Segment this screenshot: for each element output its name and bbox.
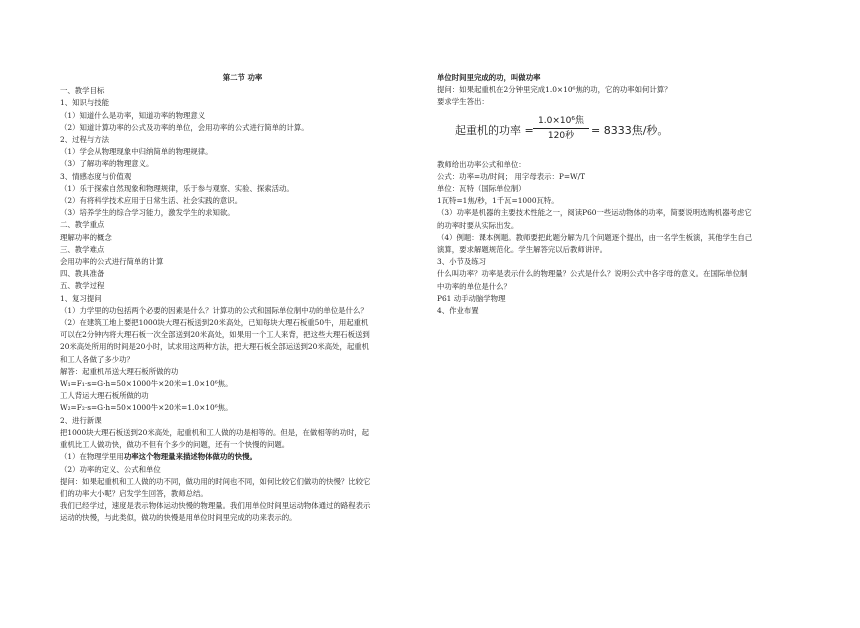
text-line: 们的功率大小呢？启发学生回答，教师总结。 xyxy=(60,488,208,498)
text-line: （2）在建筑工地上要把1000块大理石板送到20米高处，已知每块大理石板重50牛，用起重机 xyxy=(60,318,369,328)
text-line: （2）知道计算功率的公式及功率的单位，会用功率的公式进行简单的计算。 xyxy=(60,122,309,132)
text-line: 提问：如果起重机在2分钟里完成1.0×10⁶焦的功，它的功率如何计算？ xyxy=(437,85,672,95)
text-line: P61 动手动脑学物理 xyxy=(437,293,506,303)
text-line: 解答：起重机吊送大理石板所做的功 xyxy=(60,366,179,376)
text-line: 教师给出功率公式和单位： xyxy=(437,159,526,169)
right-column xyxy=(437,72,802,317)
left-text-block-2 xyxy=(60,464,425,525)
text-line: （3）培养学生的综合学习能力，激发学生的求知欲。 xyxy=(60,208,235,218)
text-line: 一、教学目标 xyxy=(60,86,105,96)
text-line: 1、复习提问 xyxy=(60,293,102,303)
text-line: 4、作业布置 xyxy=(437,306,479,316)
text-line: W₂=F₂·s=G·h=50×1000牛×20米=1.0×10⁶焦。 xyxy=(60,403,233,413)
text-line: 3、情感态度与价值观 xyxy=(60,171,132,181)
text-line: 三、教学难点 xyxy=(60,244,105,254)
emphasis-line xyxy=(60,451,425,463)
emphasis-prefix: （1）在物理学里用 xyxy=(60,452,124,462)
text-line: 理解功率的概念 xyxy=(60,232,112,242)
formula-lhs: 起重机的功率 = xyxy=(455,123,534,137)
text-line: 重机比工人做功快，做功不但有个多少的问题，还有一个快慢的问题。 xyxy=(60,440,290,450)
formula-fraction xyxy=(533,115,589,142)
text-line: 四、教具准备 xyxy=(60,269,105,279)
text-line: 演算，要求解题规范化。学生解答完以后教师讲评。 xyxy=(437,245,607,255)
text-line: （2）功率的定义、公式和单位 xyxy=(60,464,161,474)
emphasis-bold: 功率这个物理量来描述物体做功的快慢。 xyxy=(123,452,257,462)
text-line: W₁=F₁·s=G·h=50×1000牛×20米=1.0×10⁶焦。 xyxy=(60,379,233,389)
text-line: 2、过程与方法 xyxy=(60,135,110,145)
text-line: 3、小节及练习 xyxy=(437,257,487,267)
text-line: 会用功率的公式进行简单的计算 xyxy=(60,257,164,267)
text-line: （1）学会从物理现象中归纳简单的物理规律。 xyxy=(60,147,213,157)
right-text-block-2 xyxy=(437,159,802,318)
text-line: 1瓦特=1焦/秒，1千瓦=1000瓦特。 xyxy=(437,196,559,206)
text-line: 运动的快慢，与此类似，做功的快慢是用单位时间里完成的功来表示的。 xyxy=(60,513,297,523)
text-line: 可以在2分钟内将大理石板一次全部送到20米高处，如果用一个工人来背，把这些大理石板送到 xyxy=(60,330,370,340)
left-column xyxy=(60,72,425,525)
text-line: （1）知道什么是功率，知道功率的物理意义 xyxy=(60,110,206,120)
text-line: （1）力学里的功包括两个必要的因素是什么？计算功的公式和国际单位制中功的单位是什么？ xyxy=(60,305,368,315)
right-text-block xyxy=(437,84,802,108)
formula-denominator: 120秒 xyxy=(547,130,575,141)
text-line: 的功率时要从实际出发。 xyxy=(437,220,519,230)
formula-numerator: 1.0×10⁶焦 xyxy=(533,115,589,129)
formula-rhs: = 8333焦/秒。 xyxy=(591,123,669,137)
text-line: 公式：功率=功/时间； 用字母表示：P=W/T xyxy=(437,171,586,181)
text-line: 把1000块大理石板送到20米高处，起重机和工人做的功是相等的。但是，在做相等的功时，起 xyxy=(60,427,370,437)
text-line: 1、知识与技能 xyxy=(60,98,110,108)
text-line: 二、教学重点 xyxy=(60,220,105,230)
text-line: （4）例题：课本例题。教师要把此题分解为几个问题逐个提出，由一名学生板演，其他学生自己 xyxy=(437,232,753,242)
text-line: 提问：如果起重机和工人做的功不同，做功用的时间也不同，如何比较它们做功的快慢？比较它 xyxy=(60,476,371,486)
text-line: 2、进行新课 xyxy=(60,415,102,425)
text-line: 要求学生答出： xyxy=(437,97,489,107)
text-line: 工人背运大理石板所做的功 xyxy=(60,391,149,401)
power-definition-heading: 单位时间里完成的功，叫做功率 xyxy=(437,73,541,82)
text-line: （1）乐于探索自然现象和物理规律，乐于参与观察、实验、探索活动。 xyxy=(60,183,294,193)
text-line: 什么叫功率？功率是表示什么的物理量？公式是什么？说明公式中各字母的意义。在国际单位制 xyxy=(437,269,748,279)
text-line: （2）有将科学技术应用于日常生活、社会实践的意识。 xyxy=(60,196,243,206)
text-line: 20米高处所用的时间是20小时，试求用这两种方法，把大理石板全部运送到20米高处，起重机 xyxy=(60,342,370,352)
text-line: 中功率的单位是什么？ xyxy=(437,281,511,291)
section-title: 第二节 功率 xyxy=(222,73,263,82)
text-line: 和工人各做了多少功？ xyxy=(60,354,134,364)
left-text-block xyxy=(60,85,425,451)
text-line: 五、教学过程 xyxy=(60,281,105,291)
text-line: （3）了解功率的物理意义。 xyxy=(60,159,154,169)
text-line: 单位：瓦特（国际单位制） xyxy=(437,184,526,194)
text-line: （3）功率是机器的主要技术性能之一，阅读P60一些运动物体的功率，简要说明选购机器考虑它 xyxy=(437,208,752,218)
power-formula xyxy=(437,113,802,153)
text-line: 我们已经学过，速度是表示物体运动快慢的物理量。我们用单位时间里运动物体通过的路程表示 xyxy=(60,501,371,511)
